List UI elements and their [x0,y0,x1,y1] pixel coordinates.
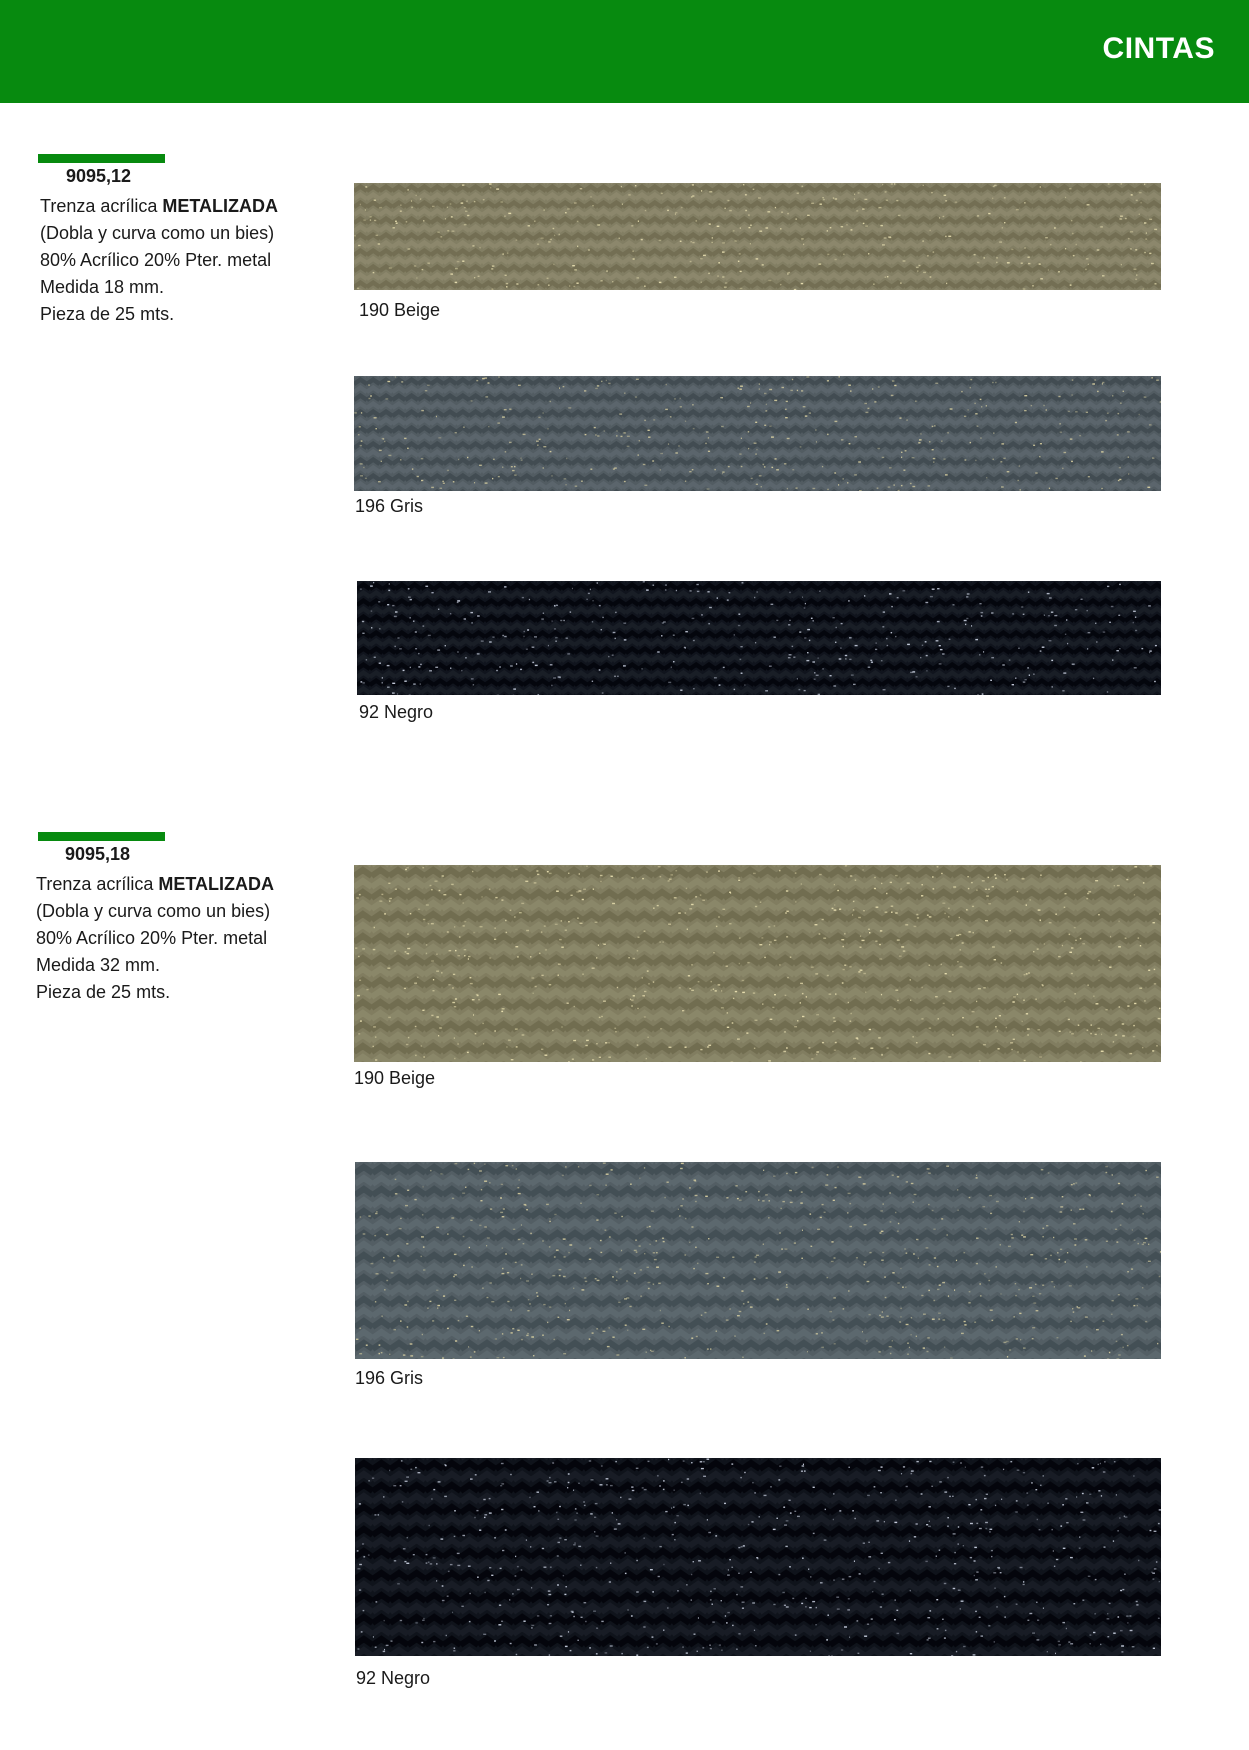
description-line-4: Medida 18 mm. [40,277,165,297]
product-description [36,871,274,1006]
braid-texture [354,376,1161,491]
description-line-2: (Dobla y curva como un bies) [36,901,271,921]
page-title: CINTAS [1102,32,1215,65]
braid-texture [357,581,1161,695]
description-line-5: Pieza de 25 mts. [36,982,171,1002]
description-line-3: 80% Acrílico 20% Pter. metal [40,250,272,270]
braid-texture [354,183,1161,290]
swatch-image-gris [354,376,1161,491]
swatch-image-gris [355,1162,1161,1359]
description-line-2: (Dobla y curva como un bies) [40,223,275,243]
description-line-5: Pieza de 25 mts. [40,304,175,324]
swatch-image-negro [357,581,1161,695]
swatch-label-beige: 190 Beige [359,300,441,320]
braid-texture [355,1162,1161,1359]
swatch-label-negro: 92 Negro [356,1668,431,1688]
description-line-3: 80% Acrílico 20% Pter. metal [36,928,268,948]
section-marker-bar [38,832,165,841]
swatch-label-gris: 196 Gris [355,1368,424,1388]
swatch-image-beige [354,183,1161,290]
swatch-label-beige: 190 Beige [354,1068,436,1088]
section-marker-bar [38,154,165,163]
product-description [40,193,278,328]
header-bar [0,0,1249,103]
product-code: 9095,18 [65,844,131,864]
description-line-1: Trenza acrílica METALIZADA [40,196,279,216]
description-line-4: Medida 32 mm. [36,955,161,975]
braid-texture [355,1458,1161,1656]
braid-texture [354,865,1161,1062]
swatch-image-beige [354,865,1161,1062]
product-code: 9095,12 [66,166,132,186]
swatch-image-negro [355,1458,1161,1656]
swatch-label-negro: 92 Negro [359,702,434,722]
description-line-1: Trenza acrílica METALIZADA [36,874,275,894]
swatch-label-gris: 196 Gris [355,496,424,516]
